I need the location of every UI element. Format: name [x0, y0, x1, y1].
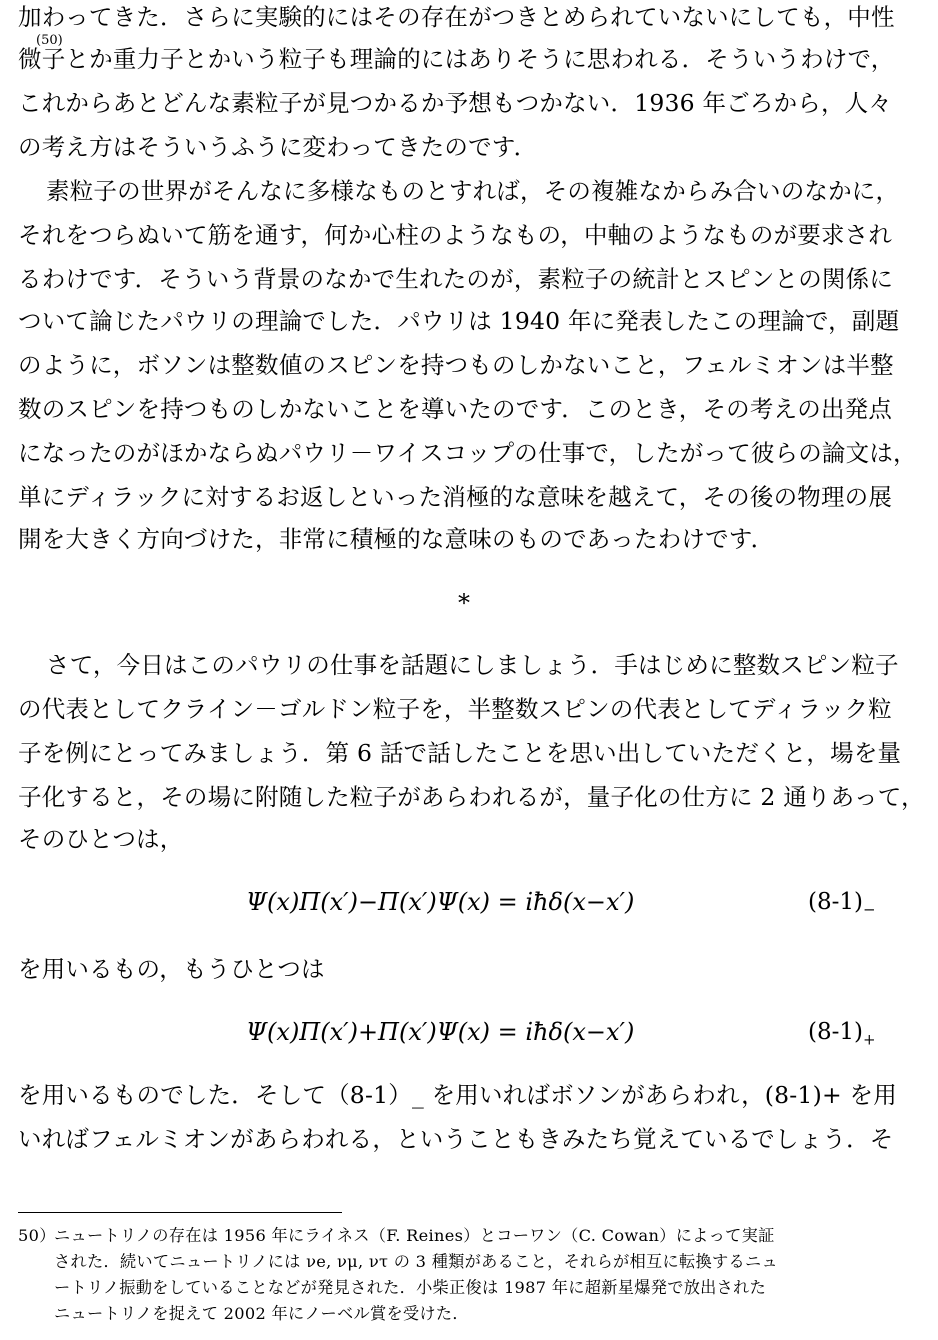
text-line: 素粒子の世界がそんなに多様なものとすれば，その複雑なからみ合いのなかに， — [46, 177, 900, 205]
text-line: ついて論じたパウリの理論でした．パウリは 1940 年に発表したこの理論で，副題 — [18, 307, 900, 335]
text-line: 子を例にとってみましょう．第 6 話で話したことを思い出していただくと，場を量 — [18, 739, 902, 767]
text-line: 単にディラックに対するお返しといった消極的な意味を越えて，その後の物理の展 — [18, 483, 893, 511]
footnote-line: ニュートリノを捉えて 2002 年にノーベル賞を受けた． — [54, 1304, 469, 1323]
equation-anticommutator: Ψ(x)Π(x′)+Π(x′)Ψ(x) = iħδ(x−x′) — [246, 1018, 635, 1046]
text-line: 開を大きく方向づけた，非常に積極的な意味のものであったわけです． — [18, 525, 775, 553]
equation-commutator: Ψ(x)Π(x′)−Π(x′)Ψ(x) = iħδ(x−x′) — [246, 888, 635, 916]
text-line: を用いるものでした．そして（8-1）_ を用いればボソンがあらわれ，(8-1)+ を用 — [18, 1081, 897, 1109]
text-line: 加わってきた．さらに実験的にはその存在がつきとめられていないにしても，中性 — [18, 3, 895, 31]
text-line: るわけです．そういう背景のなかで生れたのが，素粒子の統計とスピンとの関係に — [18, 265, 894, 293]
text-line: いればフェルミオンがあらわれる，ということもきみたち覚えているでしょう．そ — [18, 1125, 894, 1153]
text-line: 数のスピンを持つものしかないことを導いたのです．このとき，その考えの出発点 — [18, 395, 893, 423]
equation-number: $(8-1)_-$ — [808, 889, 876, 919]
text-line: 微子とか重力子とかいう粒子も理論的にはありそうに思われる．そういうわけで， — [18, 45, 895, 73]
section-separator: * — [458, 589, 470, 617]
footnote-number: 50） — [18, 1226, 56, 1245]
text-line: の代表としてクライン－ゴルドン粒子を，半整数スピンの代表としてディラック粒 — [18, 695, 892, 723]
text-line: になったのがほかならぬパウリ－ワイスコップの仕事で，したがって彼らの論文は， — [18, 439, 917, 467]
text-line: 子化すると，その場に附随した粒子があらわれるが，量子化の仕方に 2 通りあって， — [18, 783, 925, 811]
footnote-rule — [18, 1212, 342, 1213]
text-line: の考え方はそういうふうに変わってきたのです． — [18, 133, 538, 161]
text-line: のように，ボソンは整数値のスピンを持つものしかないこと，フェルミオンは半整 — [18, 351, 894, 379]
equation-number: $(8-1)_+$ — [808, 1019, 876, 1049]
text-line: を用いるもの，もうひとつは — [18, 955, 325, 983]
footnote-line: ニュートリノの存在は 1956 年にライネス（F. Reines）とコーワン（C. Cowan）によって実証 — [54, 1226, 775, 1245]
footnote-line: された．続いてニュートリノには νe, νμ, ντ の 3 種類があること，それらが相互に転換するニュ — [54, 1252, 778, 1271]
text-line: さて，今日はこのパウリの仕事を話題にしましょう．手はじめに整数スピン粒子 — [46, 651, 899, 679]
text-line: それをつらぬいて筋を通す，何か心柱のようなもの，中軸のようなものが要求され — [18, 221, 893, 249]
footnote-line: ートリノ振動をしていることなどが発見された．小柴正俊は 1987 年に超新星爆発で放出された — [54, 1278, 767, 1297]
footnote-reference: (50) — [36, 33, 63, 48]
text-line: そのひとつは， — [18, 825, 184, 853]
text-line: これからあとどんな素粒子が見つかるか予想もつかない．1936 年ごろから，人々 — [18, 89, 893, 117]
